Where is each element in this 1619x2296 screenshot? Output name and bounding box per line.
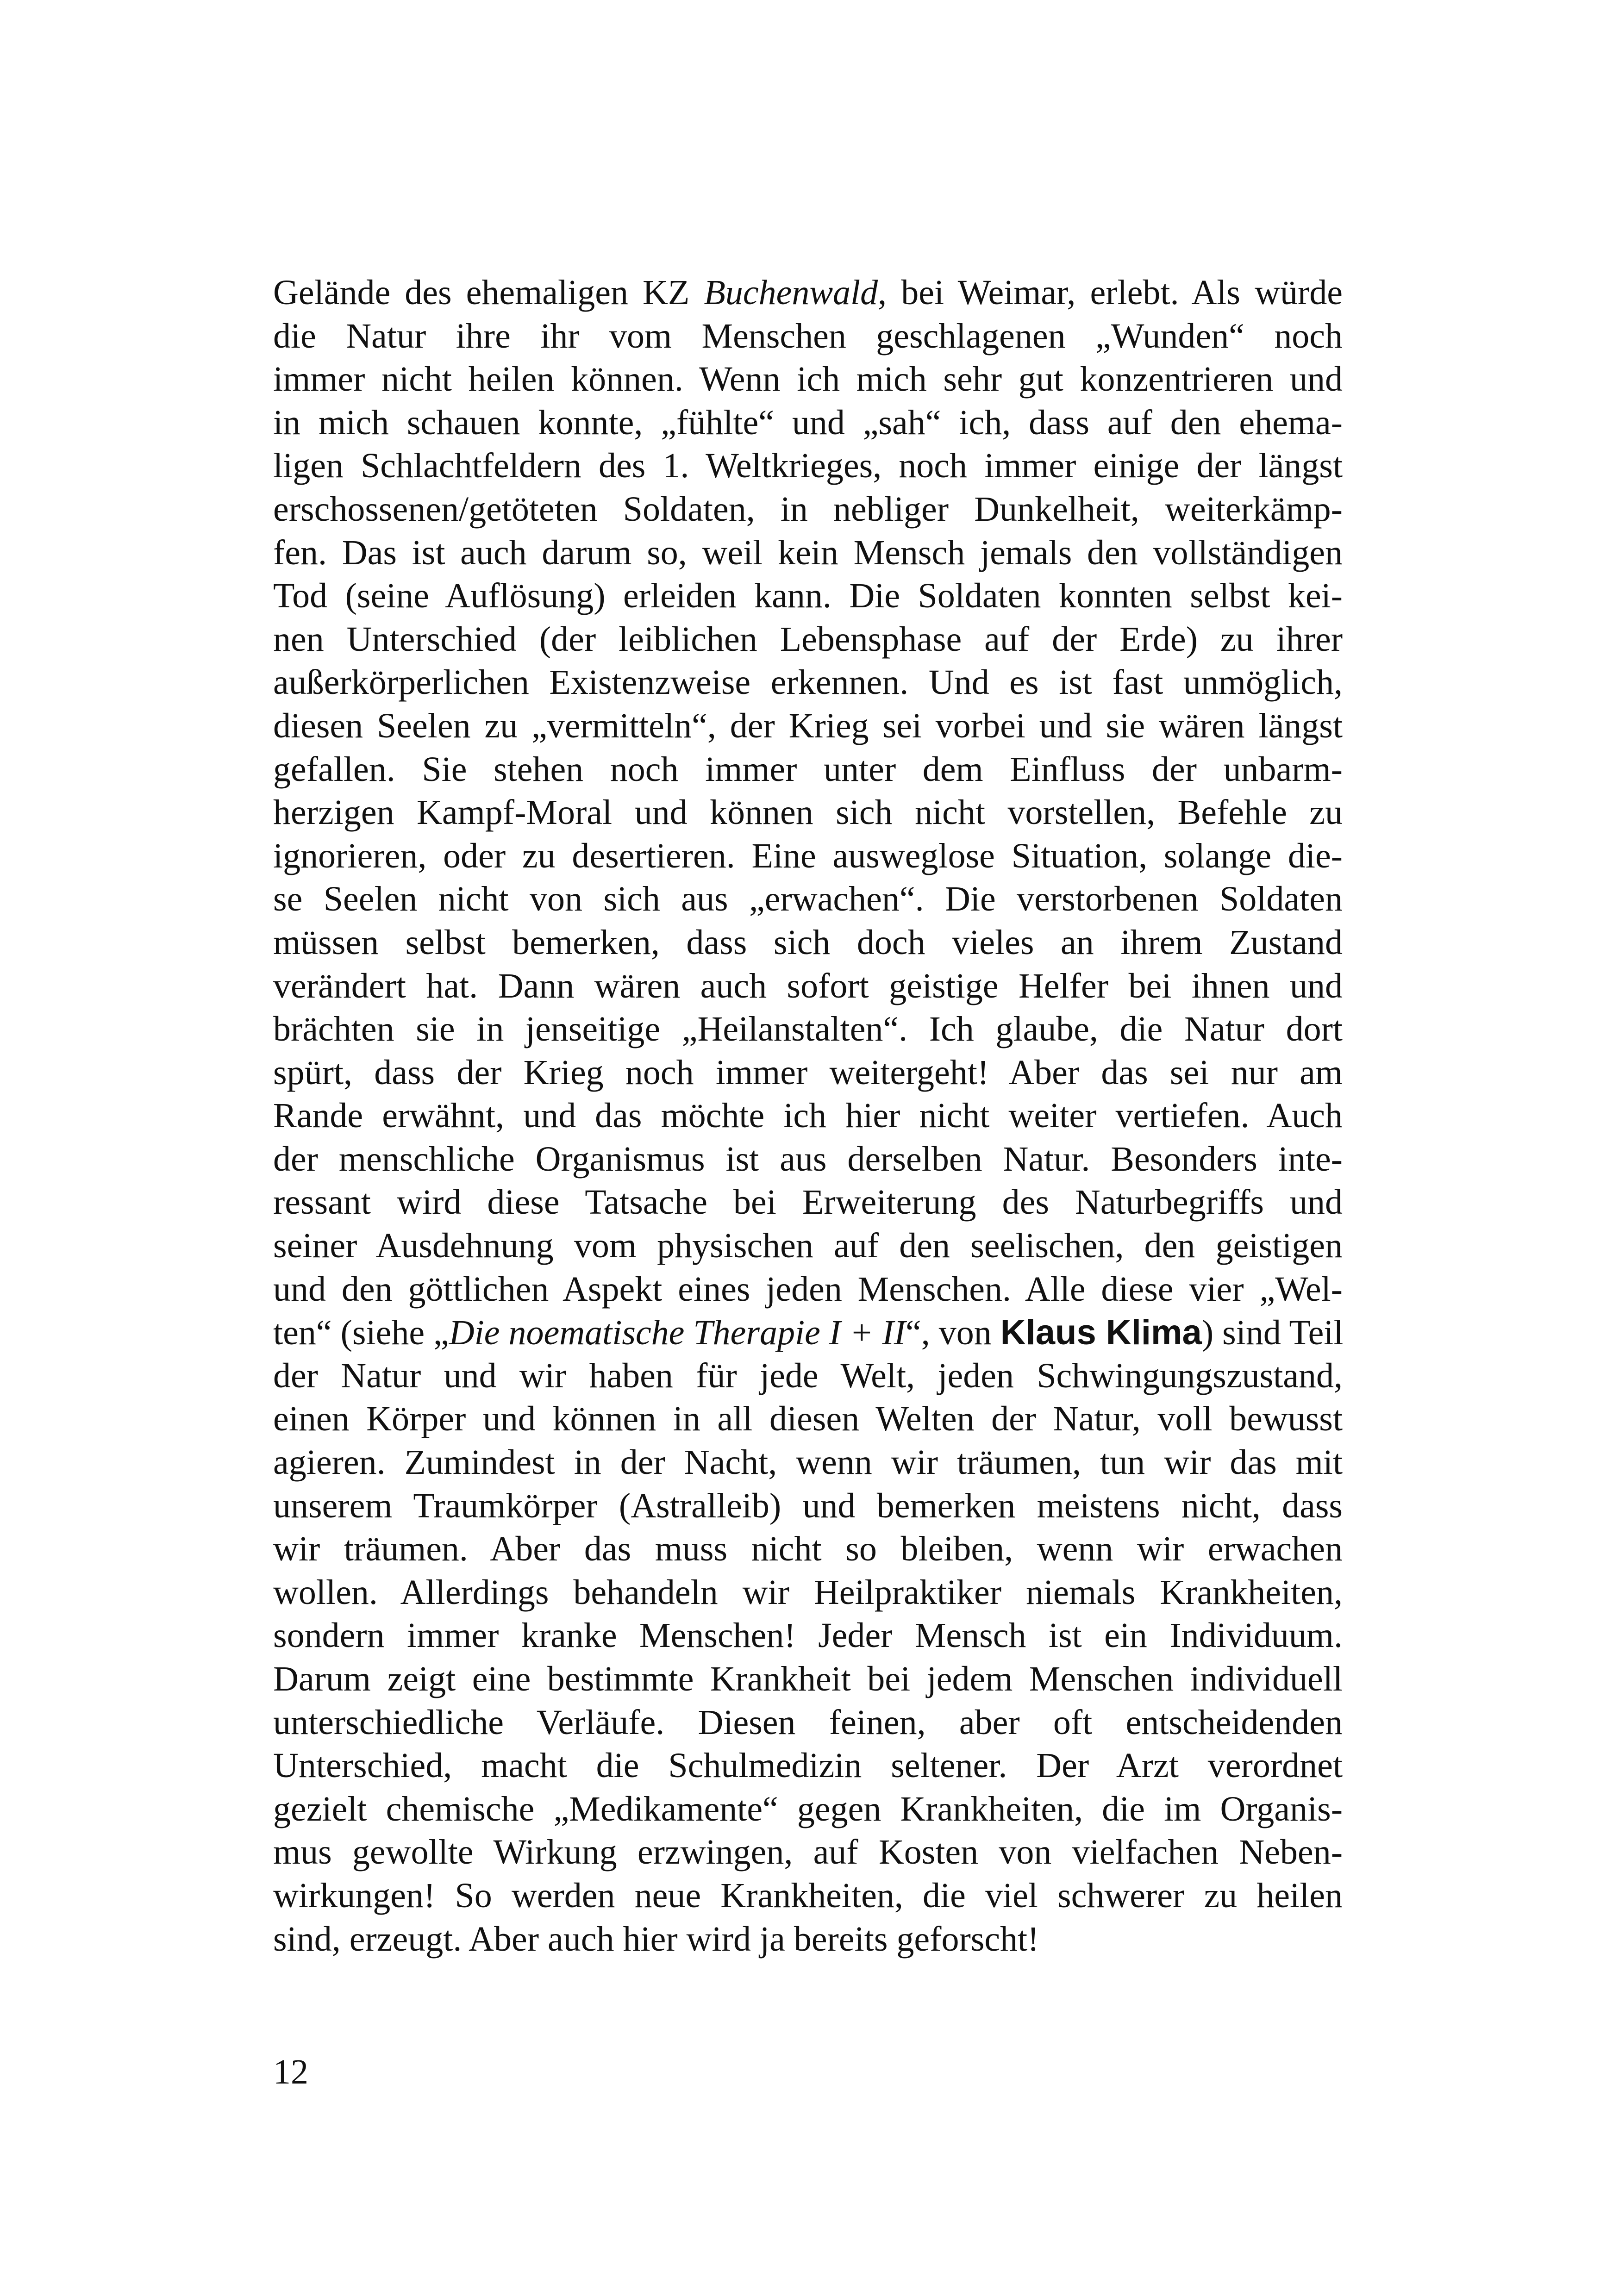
text-line: [273, 488, 1343, 531]
line-text: ten“ (siehe „: [273, 1313, 449, 1353]
text-line: [273, 878, 1343, 921]
line-text: brächten sie in jenseitige „Heilanstalten“. Ich glaube, die Natur dort: [273, 1010, 1343, 1049]
line-text: verändert hat. Dann wären auch sofort geistige Helfer bei ihnen und: [273, 966, 1343, 1005]
line-text: sondern immer kranke Menschen! Jeder Mensch ist ein Individuum.: [273, 1616, 1343, 1655]
text-line: [273, 1094, 1343, 1138]
line-text: wir träumen. Aber das muss nicht so bleiben, wenn wir erwachen: [273, 1529, 1343, 1569]
line-text: erschossenen/getöteten Soldaten, in nebliger Dunkelheit, weiterkämp-: [273, 489, 1343, 529]
italic-text: Die noematische Therapie I + II: [449, 1313, 906, 1353]
text-line: [273, 661, 1343, 705]
line-text: Gelände des ehemaligen KZ: [273, 273, 704, 312]
line-text: einen Körper und können in all diesen Welten der Natur, voll bewusst: [273, 1399, 1343, 1439]
text-line: [273, 1008, 1343, 1051]
text-line: [273, 1354, 1343, 1398]
line-text: mus gewollte Wirkung erzwingen, auf Kosten von vielfachen Neben-: [273, 1833, 1343, 1872]
line-text: der menschliche Organismus ist aus derselben Natur. Besonders inte-: [273, 1139, 1343, 1179]
line-text: gefallen. Sie stehen noch immer unter dem Einfluss der unbarm-: [273, 749, 1343, 789]
line-text: ligen Schlachtfeldern des 1. Weltkrieges, noch immer einige der längst: [273, 446, 1343, 486]
text-line: [273, 531, 1343, 575]
line-text: spürt, dass der Krieg noch immer weitergeht! Aber das sei nur am: [273, 1053, 1343, 1092]
line-text: in mich schauen konnte, „fühlte“ und „sah“ ich, dass auf den ehema-: [273, 403, 1343, 442]
line-text: ) sind Teil: [1201, 1313, 1344, 1353]
line-text: agieren. Zumindest in der Nacht, wenn wir träumen, tun wir das mit: [273, 1443, 1343, 1482]
line-text: sind, erzeugt. Aber auch hier wird ja bereits geforscht!: [273, 1919, 1039, 1959]
text-line: [273, 1441, 1343, 1485]
text-line: [273, 1788, 1343, 1831]
text-line: [273, 1138, 1343, 1181]
line-text: unserem Traumkörper (Astralleib) und bemerken meistens nicht, dass: [273, 1486, 1343, 1525]
text-line: [273, 1224, 1343, 1268]
text-line: [273, 401, 1343, 445]
text-line: [273, 1051, 1343, 1095]
line-text: der Natur und wir haben für jede Welt, jeden Schwingungszustand,: [273, 1356, 1343, 1395]
text-line: [273, 748, 1343, 792]
text-line: [273, 315, 1343, 358]
line-text: , bei Weimar, erlebt. Als würde: [878, 273, 1343, 312]
line-text: ressant wird diese Tatsache bei Erweiterung des Naturbegriffs und: [273, 1183, 1343, 1222]
line-text: und den göttlichen Aspekt eines jeden Menschen. Alle diese vier „Wel-: [273, 1269, 1343, 1309]
line-text: müssen selbst bemerken, dass sich doch vieles an ihrem Zustand: [273, 923, 1343, 962]
text-line: [273, 271, 1343, 315]
body-text: [273, 271, 1343, 1961]
line-text: fen. Das ist auch darum so, weil kein Mensch jemals den vollständigen: [273, 533, 1343, 572]
text-line: [273, 1874, 1343, 1918]
page-number: 12: [273, 2053, 308, 2091]
text-line: [273, 835, 1343, 878]
line-text: Darum zeigt eine bestimmte Krankheit bei jedem Menschen individuell: [273, 1660, 1343, 1698]
line-text: immer nicht heilen können. Wenn ich mich sehr gut konzentrieren und: [273, 360, 1343, 399]
bold-text: Klaus Klima: [1000, 1313, 1202, 1353]
line-text: “, von: [906, 1313, 1000, 1353]
line-text: die Natur ihre ihr vom Menschen geschlagenen „Wunden“ noch: [273, 316, 1343, 356]
text-line: [273, 444, 1343, 488]
line-text: ignorieren, oder zu desertieren. Eine ausweglose Situation, solange die-: [273, 836, 1343, 875]
text-line: [273, 1831, 1343, 1874]
text-line: [273, 1528, 1343, 1571]
text-line: [273, 1311, 1343, 1354]
line-text: seiner Ausdehnung vom physischen auf den seelischen, den geistigen: [273, 1226, 1343, 1266]
line-text: herzigen Kampf-Moral und können sich nicht vorstellen, Befehle zu: [273, 793, 1343, 832]
text-line: [273, 965, 1343, 1008]
text-line: [273, 1181, 1343, 1224]
text-line: [273, 1701, 1343, 1745]
line-text: diesen Seelen zu „vermitteln“, der Krieg sei vorbei und sie wären längst: [273, 706, 1343, 745]
line-text: unterschiedliche Verläufe. Diesen feinen, aber oft entscheidenden: [273, 1703, 1343, 1742]
line-text: se Seelen nicht von sich aus „erwachen“. Die verstorbenen Soldaten: [273, 880, 1343, 919]
text-line: [273, 705, 1343, 748]
line-text: gezielt chemische „Medikamente“ gegen Krankheiten, die im Organis-: [273, 1789, 1343, 1828]
italic-text: Buchenwald: [704, 273, 878, 312]
text-line: [273, 1918, 1343, 1961]
text-line: [273, 1268, 1343, 1311]
text-line: [273, 1398, 1343, 1441]
text-line: [273, 1744, 1343, 1788]
text-line: [273, 574, 1343, 618]
line-text: wirkungen! So werden neue Krankheiten, die viel schwerer zu heilen: [273, 1876, 1343, 1915]
line-text: Unterschied, macht die Schulmedizin seltener. Der Arzt verordnet: [273, 1746, 1343, 1785]
line-text: nen Unterschied (der leiblichen Lebensphase auf der Erde) zu ihrer: [273, 619, 1343, 659]
line-text: Rande erwähnt, und das möchte ich hier nicht weiter vertiefen. Auch: [273, 1096, 1343, 1136]
text-line: [273, 1658, 1343, 1701]
text-line: [273, 358, 1343, 401]
line-text: Tod (seine Auflösung) erleiden kann. Die Soldaten konnten selbst kei-: [273, 576, 1343, 616]
text-line: [273, 1614, 1343, 1658]
text-line: [273, 791, 1343, 835]
line-text: außerkörperlichen Existenzweise erkennen. Und es ist fast unmöglich,: [273, 663, 1343, 702]
text-line: [273, 1485, 1343, 1528]
text-line: [273, 1571, 1343, 1615]
text-line: [273, 921, 1343, 965]
line-text: wollen. Allerdings behandeln wir Heilpraktiker niemals Krankheiten,: [273, 1572, 1343, 1612]
text-line: [273, 618, 1343, 661]
